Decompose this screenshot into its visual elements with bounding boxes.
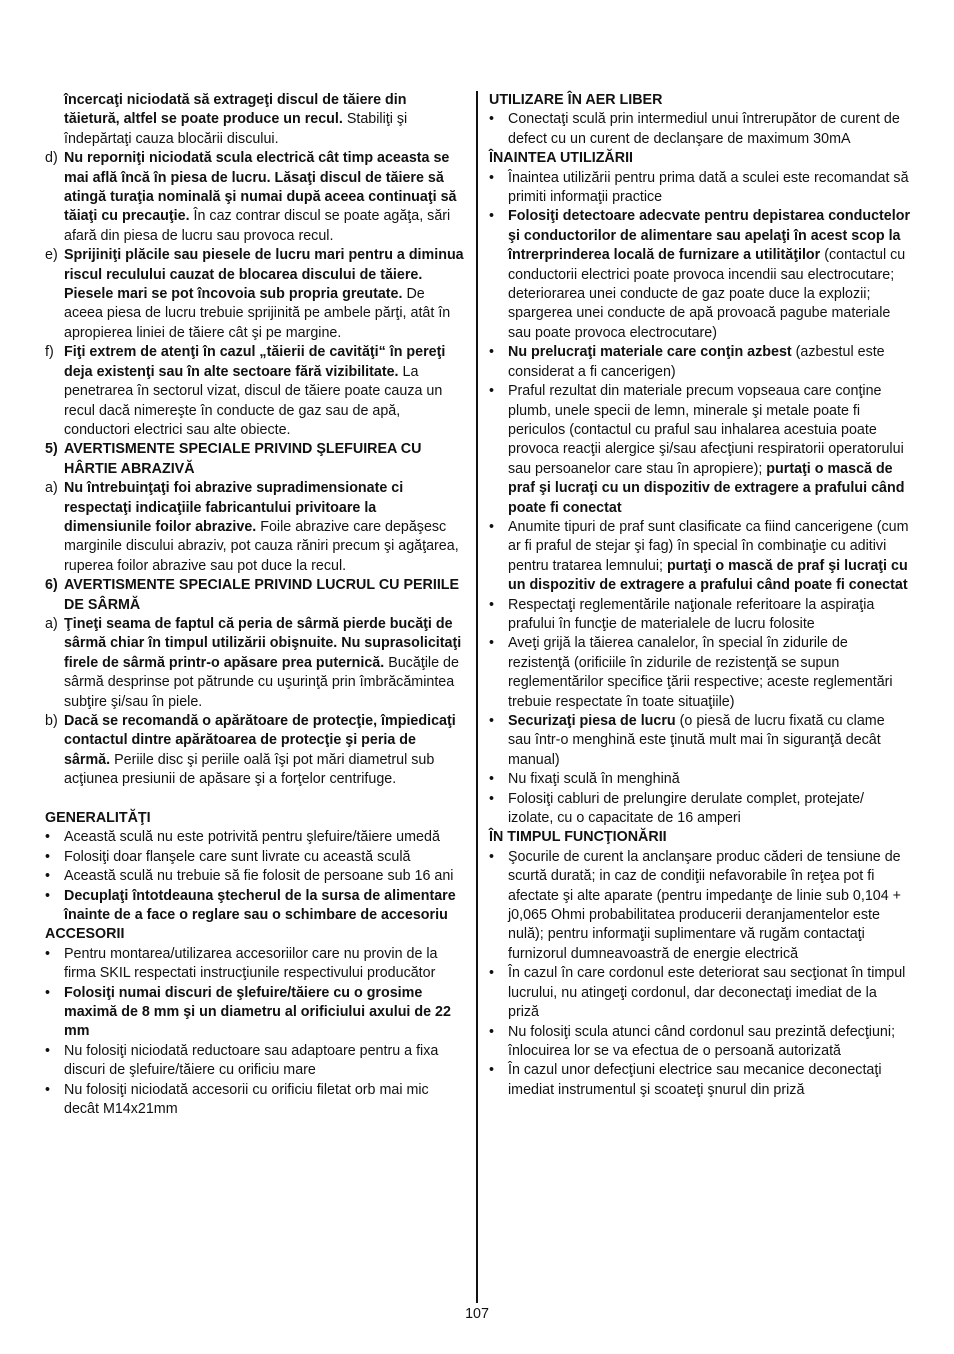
numbered-item [45, 615, 465, 712]
body-text: În cazul unor defecţiuni electrice sau mecanice deconectaţi imediat instrumentul şi scoateţi şnurul din priză [508, 1062, 882, 1098]
bullet-item [489, 964, 911, 1022]
item-marker: a) [45, 615, 58, 632]
numbered-item [45, 91, 465, 149]
numbered-item [45, 149, 465, 246]
heading-text: AVERTISMENTE SPECIALE PRIVIND ŞLEFUIREA CU HÂRTIE ABRAZIVĂ [64, 441, 422, 477]
bold-text: Dacă se recomandă o apărătoare de protecţie, împiedicaţi contactul dintre apărătoarea de protecţie şi peria de sârmă. [64, 713, 456, 768]
body-text: Înaintea utilizării pentru prima dată a sculei este recomandat să primiti informaţii practice [508, 169, 909, 206]
bullet-item [489, 596, 911, 635]
body-text: Folosiţi cabluri de prelungire derulate complet, protejate/ izolate, cu o capacitate de 16 amperi [508, 790, 865, 827]
bullet-marker: • [489, 713, 495, 729]
right-column [489, 91, 911, 1100]
section-heading [489, 828, 911, 847]
left-column [45, 91, 465, 1120]
bullet-item [45, 945, 465, 984]
body-text: (o piesă de lucru fixată cu clame sau într-o menghină este ţinută mult mai în siguranţă decât manual) [508, 713, 885, 768]
column-divider [476, 91, 478, 1303]
section-heading [45, 440, 465, 479]
body-text: (contactul cu conductorii electrici poate provoca incendii sau electrocutare; deteriorarea unei conducte de gaz poate duce la explozii; spargerea unei conducte de apă provoacă pagube materiale sau poate provoca electrocutare) [508, 247, 906, 341]
bold-text: Nu întrebuinţaţi foi abrazive supradimensionate ci respectaţi indicaţiile fabricantului privitoare la dimensiunile foilor abrazive. [64, 480, 404, 535]
bullet-item [45, 828, 465, 847]
bullet-marker: • [489, 596, 495, 613]
item-marker: b) [45, 713, 58, 729]
bullet-item [45, 867, 465, 886]
bold-text: Fiţi extrem de atenţi în cazul „tăierii de cavităţi“ în pereţi deja existenţi sau în alte sectoare fără vizibilitate. [64, 344, 446, 380]
bullet-marker: • [45, 945, 51, 962]
bold-text: încercaţi niciodată să extrageţi discul de tăiere din tăietură, altfel se poate produce un recul. [64, 92, 407, 128]
bullet-item [45, 887, 465, 926]
body-text: Nu folosiţi niciodată accesorii cu orificiu filetat orb mai mic decât M14x21mm [64, 1081, 429, 1118]
bold-text: Decuplaţi întotdeauna ştecherul de la sursa de alimentare înainte de a face o reglare sau o schimbare de accesoriu [64, 887, 456, 924]
bullet-marker: • [489, 771, 495, 788]
body-text: Anumite tipuri de praf sunt clasificate ca fiind cancerigene (cum ar fi praful de stejar şi fag) în special în combinaţie cu aditivi pentru tratarea lemnului; [508, 518, 909, 574]
body-text: Stabiliţi şi îndepărtaţi cauza blocării discului. [64, 111, 408, 147]
section-heading [45, 809, 465, 828]
body-text: Respectaţi reglementările naţionale referitoare la aspiraţia prafului în funcţie de materialele de lucru folosite [508, 596, 875, 632]
bullet-item [489, 770, 911, 789]
body-text: La penetrarea în sectorul vizat, discul de tăiere poate cauza un recul dacă nimereşte în conducte de gaz sau de apă, conductori electrici sau alte obiecte. [64, 363, 443, 438]
bullet-item [45, 1042, 465, 1081]
bullet-marker: • [45, 984, 51, 1001]
bullet-item [489, 110, 911, 149]
body-text: (azbestul este considerat a fi cancerigen) [508, 344, 885, 380]
bullet-marker: • [45, 848, 51, 865]
item-marker: f) [45, 344, 54, 361]
bullet-item [489, 634, 911, 712]
bullet-marker: • [489, 111, 495, 128]
heading-text: UTILIZARE ÎN AER LIBER [489, 92, 663, 108]
numbered-item [45, 479, 465, 576]
bullet-item [489, 207, 911, 343]
body-text: În caz contrar discul se poate agăţa, sări afară din piesa de lucru sau provoca recul. [64, 208, 451, 244]
bullet-marker: • [489, 1023, 495, 1040]
body-text: Aveţi grijă la tăierea canalelor, în special în zidurile de rezistenţă (orificiile în zidurile de rezistenţă se supun reglementărilor specifice ţării respective; aceste reglementări trebuie respectate în toate situaţiile) [508, 635, 893, 710]
bullet-marker: • [489, 965, 495, 982]
bullet-marker: • [489, 518, 495, 535]
item-marker: 6) [45, 577, 58, 594]
bullet-item [489, 343, 911, 382]
bold-text: Folosiţi numai discuri de şlefuire/tăiere cu o grosime maximă de 8 mm şi un diametru al orificiului axului de 22 mm [64, 984, 451, 1040]
bullet-marker: • [489, 790, 495, 807]
heading-text: ÎN TIMPUL FUNCŢIONĂRII [489, 829, 667, 846]
bold-text: purtaţi o mască de praf şi lucraţi cu un dispozitiv de extragere a prafului când poate fi conectat [508, 557, 908, 594]
bullet-marker: • [489, 635, 495, 652]
body-text: Periile disc şi periile oală îşi pot mări diametrul sub acţiunea presiunii de apăsare şi a forţelor centrifuge. [64, 751, 435, 788]
bold-text: Nu reporniţi niciodată scula electrică cât timp aceasta se mai află încă în piesa de lucru. Lăsaţi discul de tăiere să atingă turaţia nominală şi numai după aceea continuaţi să tăiaţi cu precauţie. [64, 150, 457, 225]
bullet-marker: • [45, 868, 51, 885]
heading-text: GENERALITĂŢI [45, 810, 151, 827]
item-marker: d) [45, 150, 58, 167]
bullet-marker: • [45, 829, 51, 846]
item-marker: 5) [45, 441, 58, 458]
bullet-item [489, 518, 911, 596]
body-text: Nu fixaţi sculă în menghină [508, 771, 680, 788]
bold-text: Sprijiniţi plăcile sau piesele de lucru mari pentru a diminua riscul reculului cauzat de blocarea discului de tăiere. Piesele mari se pot încovoia sub propria greutate. [64, 247, 464, 303]
bullet-marker: • [489, 344, 495, 361]
bullet-item [489, 169, 911, 208]
body-text: Bucăţile de sârmă desprinse pot pătrunde cu uşurinţă prin îmbrăcămintea subţire şi/sau în piele. [64, 654, 459, 710]
section-heading [45, 925, 465, 944]
body-text: Foile abrazive care depăşesc marginile discului abraziv, pot cauza răniri precum şi agăţarea, ruperea foilor abrazive sau pot duce la recul. [64, 518, 459, 574]
numbered-item [45, 712, 465, 790]
bullet-marker: • [45, 1042, 51, 1059]
body-text: Şocurile de curent la anclanşare produc căderi de tensiune de scurtă durată; in caz de condiţii nefavorabile în reţea pot fi afectate şi alte aparate (pentru impedanţe de linie sub 0,104 + j0,065 Ohmi probabilitatea producerii deranjamentelor este nulă); pentru informaţii suplimentare vă rugăm contactaţi furnizorul dumneavoastră de energie electrică [508, 848, 902, 962]
bullet-marker: • [489, 208, 495, 225]
bullet-item [489, 712, 911, 770]
numbered-item [45, 343, 465, 440]
body-text: De aceea piesa de lucru trebuie sprijinită pe ambele părţi, atât în apropierea liniei de tăiere cât şi pe margine. [64, 286, 451, 341]
bullet-item [45, 1081, 465, 1120]
page-number: 107 [465, 1306, 489, 1322]
bullet-item [45, 848, 465, 867]
bold-text: purtaţi o mască de praf şi lucraţi cu un dispozitiv de extragere a prafului când poate fi conectat [508, 460, 905, 516]
bullet-marker: • [45, 887, 51, 904]
section-heading [489, 149, 911, 168]
body-text: Pentru montarea/utilizarea accesoriilor care nu provin de la firma SKIL respectati instrucţiunile respectivului producător [64, 945, 438, 982]
body-text: Praful rezultat din materiale precum vopseaua care conţine plumb, unele specii de lemn, minerale şi metale poate fi periculos (contactul cu praful sau inhalarea acestuia poate provoca reacţii alergice şi/sau afecţiuni respiratorii operatorului sau persoanelor care stau în apropiere); [508, 383, 904, 477]
body-text: Această sculă nu trebuie să fie folosit de persoane sub 16 ani [64, 868, 454, 885]
bullet-item [489, 848, 911, 964]
bullet-marker: • [489, 169, 495, 186]
heading-text: ACCESORII [45, 926, 125, 943]
body-text: Această sculă nu este potrivită pentru şlefuire/tăiere umedă [64, 829, 440, 846]
body-text: Conectaţi sculă prin intermediul unui întrerupător de curent de defect cu un curent de declanşare de maximum 30mA [508, 111, 900, 147]
bullet-item [489, 790, 911, 829]
item-marker: e) [45, 247, 58, 264]
bullet-marker: • [489, 383, 495, 400]
bullet-marker: • [489, 848, 495, 865]
section-heading [489, 91, 911, 110]
bullet-marker: • [45, 1081, 51, 1098]
heading-text: AVERTISMENTE SPECIALE PRIVIND LUCRUL CU PERIILE DE SÂRMĂ [64, 577, 460, 613]
numbered-item [45, 246, 465, 343]
bold-text: Nu prelucraţi materiale care conţin azbest [508, 344, 792, 361]
bullet-marker: • [489, 1062, 495, 1079]
body-text: Nu folosiţi scula atunci când cordonul sau prezintă defecţiuni; înlocuirea lor se va efectua de o persoană autorizată [508, 1023, 896, 1059]
heading-text: ÎNAINTEA UTILIZĂRII [489, 150, 634, 167]
bullet-item [45, 984, 465, 1042]
item-marker: a) [45, 480, 58, 497]
spacer [45, 790, 465, 809]
body-text: Nu folosiţi niciodată reductoare sau adaptoare pentru a fixa discuri de şlefuire/tăiere cu orificiu mare [64, 1042, 439, 1079]
body-text: Folosiţi doar flanşele care sunt livrate cu această sculă [64, 848, 411, 865]
bold-text: Folosiţi detectoare adecvate pentru depistarea conductelor şi conductorilor de alimentare sau apelaţi în acest scop la întrerprinderea locală de furnizare a utilităţilor [508, 208, 911, 264]
bullet-item [489, 1023, 911, 1062]
section-heading [45, 576, 465, 615]
bold-text: Ţineţi seama de faptul că peria de sârmă pierde bucăţi de sârmă chiar în timpul utilizării obişnuite. Nu suprasolicitaţi firele de sârmă printr-o apăsare prea puternică. [64, 615, 462, 671]
bold-text: Securizaţi piesa de lucru [508, 713, 676, 729]
bullet-item [489, 382, 911, 518]
bullet-item [489, 1061, 911, 1100]
body-text: În cazul în care cordonul este deteriorat sau secţionat în timpul lucrului, nu atingeţi cordonul, dar deconectaţi imediat de la priză [508, 965, 906, 1021]
